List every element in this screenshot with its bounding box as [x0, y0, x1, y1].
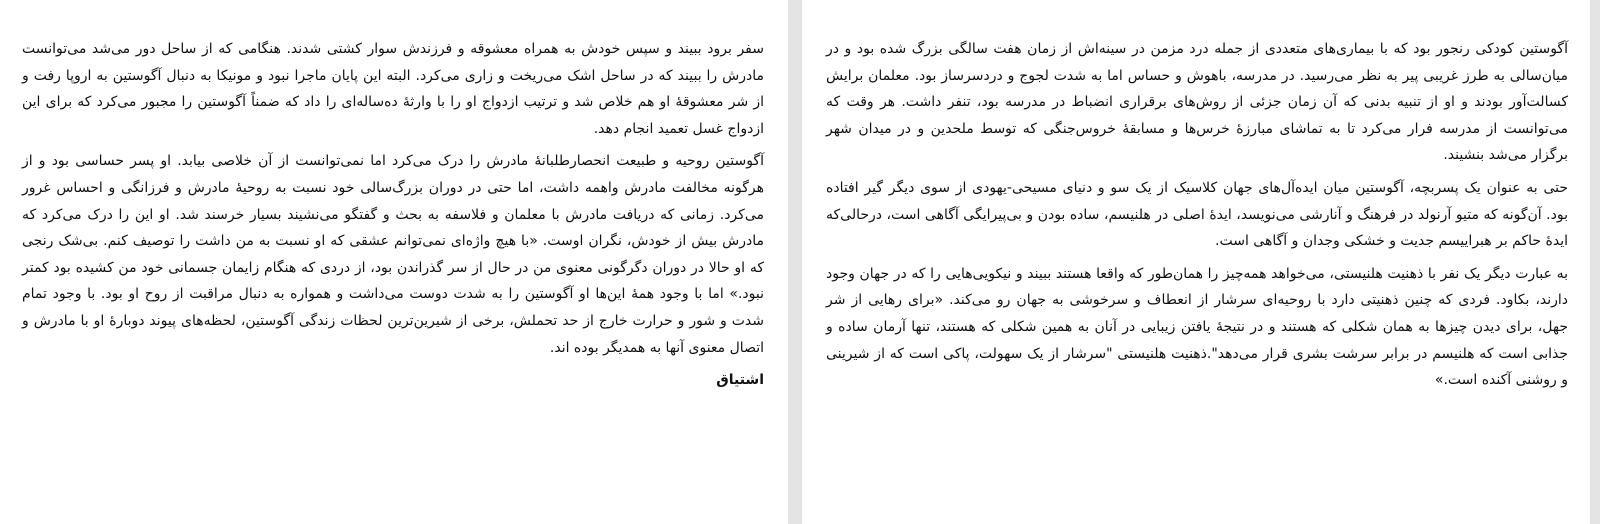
- right-paragraph-3: به عبارت دیگر یک نفر با ذهنیت هلنیستی، می‌خواهد همه‌چیز را همان‌طور که واقعا هستند ببیند و نیکویی‌هایی را که در جهان وجود دارند، بکاود. فردی که چنین ذهنیتی دارد با روحیه‌ای سرشار از انعطاف و سرخوشی به جهان رو می‌کند. «برای رهایی از شر جهل، برای دیدن چیزها به همان شکلی که هستند و در نتیجهٔ یافتن زیبایی در آنان به همین شکلی که هستند، تنها آرمان ساده و جذابی است که هلنیسم در برابر سرشت بشری قرار می‌دهد".ذهنیت هلنیستی "سرشار از یک سهولت، پاکی است که از شیرینی و روشنی آکنده است.»: [826, 265, 1568, 389]
- right-page-text: [826, 36, 1568, 400]
- left-paragraph-1: سفر برود ببیند و سپس خودش به همراه معشوقه و فرزندش سوار کشتی شدند. هنگامی که از ساحل دور می‌شد می‌توانست مادرش را ببیند که در ساحل اشک می‌ریخت و زاری می‌کرد. البته این پایان ماجرا نبود و مونیکا به دنبال آگوستین به اروپا رفت و از شر معشوقهٔ او هم خلاص شد و ترتیب ازدواج او را با وارثهٔ ده‌ساله‌ای را داد که ضمناً آگوستین را مجبور می‌کرد که برای این ازدواج غسل تعمید انجام دهد.: [22, 41, 764, 137]
- right-paragraph-1: آگوستین کودکی رنجور بود که با بیماری‌های متعددی از جمله درد مزمن در سینه‌اش از زمان هفت سالگی بزرگ شده بود و در میان‌سالی به طرز غریبی پیر به نظر می‌رسید. در مدرسه، باهوش و حساس اما به شدت لجوج و دردسرساز بود. معلمان برایش کسالت‌آور بودند و او از تنبیه بدنی که آن زمان جزئی از روش‌های برقراری انضباط در مدرسه بود، تنفر داشت. هر وقت که می‌توانست از مدرسه فرار می‌کرد تا به تماشای مبارزهٔ خرس‌ها و مسابقهٔ خروس‌جنگی که توسط ملحدین و در میدان شهر برگزار می‌شد بنشیند.: [826, 41, 1568, 164]
- left-paragraph-2: آگوستین روحیه و طبیعت انحصارطلبانهٔ مادرش را درک می‌کرد اما نمی‌توانست از آن خلاصی بیابد. او پسر حساسی بود و از هرگونه مخالفت مادرش واهمه داشت، اما حتی در دوران بزرگ‌سالی خود نسبت به روحیهٔ مادرش و فرزانگی و احساس غرور می‌کرد. زمانی که دریافت مادرش با معلمان و فلاسفه به بحث و گفتگو می‌نشیند بسیار خرسند شد. او این را درک می‌کرد که مادرش بیش از خودش، نگران اوست. «با هیچ واژه‌ای نمی‌توانم عشقی که او نسبت به من داشت را توصیف کنم. بی‌شک رنجی که او حالا در دوران دگرگونی معنوی من در حال از سر گذراندن بود، از دردی که هنگام زایمان جسمانی خود من کشیده بود کمتر نبود.» اما با وجود همهٔ این‌ها او آگوستین را به شدت دوست می‌داشت و همواره به دنبال مراقبت از روح او بود. با وجود تمام شدت و شور و حرارت خارج از حد تحملش، برخی از شیرین‌ترین لحظات زندگی آگوستین، لحظه‌های پیوند دوبارهٔ او با مادرش و اتصال معنوی آنها به همدیگر بوده اند.: [22, 153, 764, 356]
- section-heading: اشتیاق: [716, 372, 764, 389]
- left-page-text: [22, 36, 764, 394]
- right-paragraph-2: حتی به عنوان یک پسربچه، آگوستین میان ایده‌آل‌های جهان کلاسیک از یک سو و دنیای مسیحی-یهودی از سوی دیگر گیر افتاده بود. آن‌گونه که متیو آرنولد در فرهنگ و آنارشی می‌نویسد، ایدهٔ اصلی در هلنیسم، ساده بودن و بی‌پیرایگی آگاهی است، درحالی‌که ایدهٔ حاکم بر هبراییسم جدیت و خشکی وجدان و آگاهی است.: [826, 179, 1568, 250]
- right-page: [802, 0, 1590, 524]
- left-page: [0, 0, 788, 524]
